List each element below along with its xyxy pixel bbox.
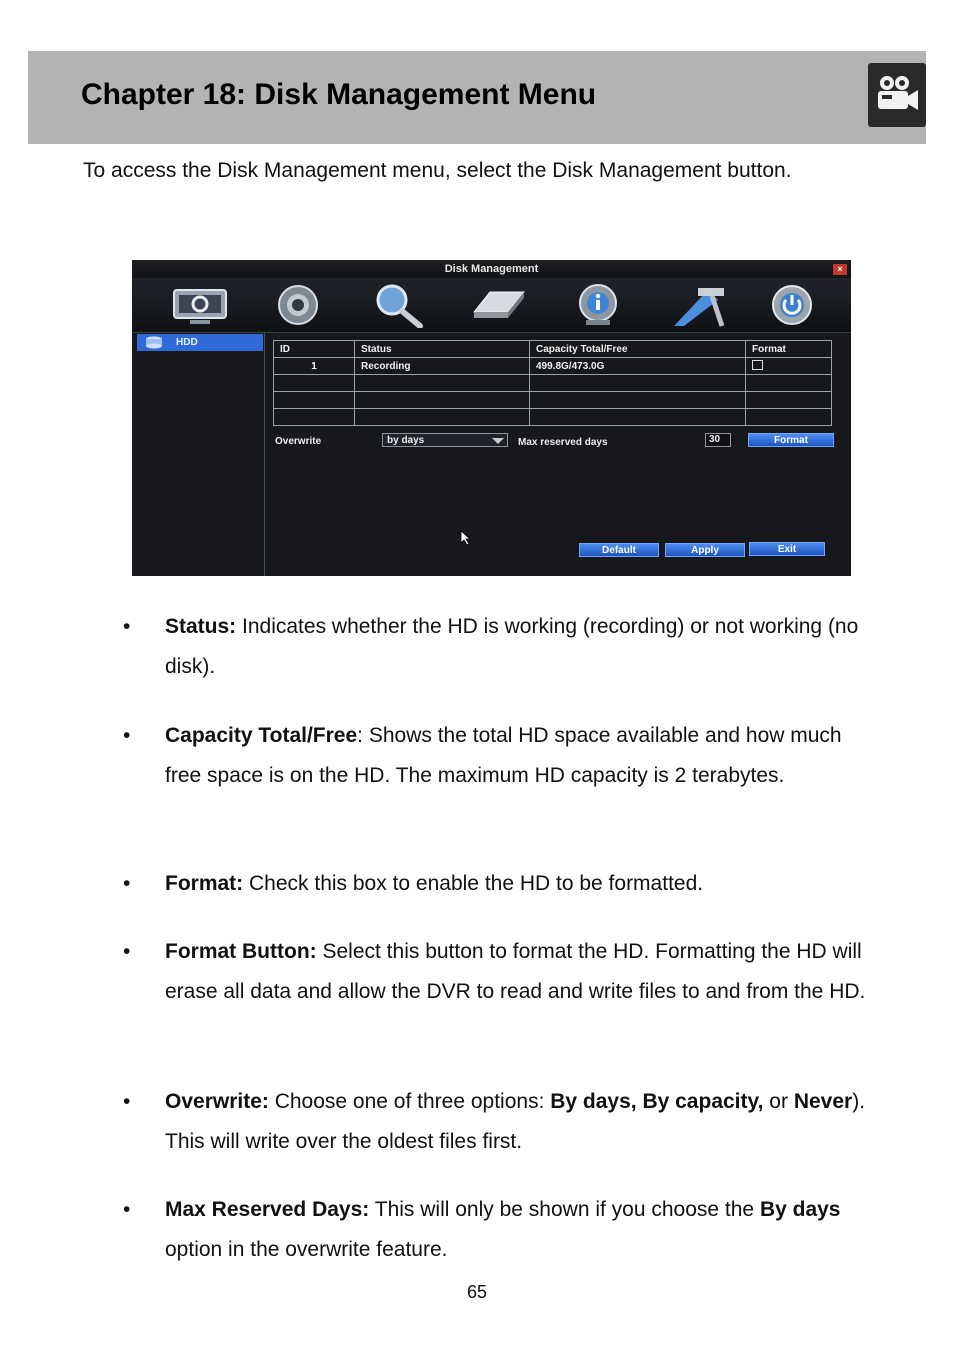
intro-paragraph: To access the Disk Management menu, select the Disk Management button. xyxy=(83,159,792,182)
table-cell xyxy=(274,375,355,392)
table-cell xyxy=(746,375,832,392)
bullet-desc: Check this box to enable the HD to be formatted. xyxy=(243,872,704,895)
page-number: 65 xyxy=(466,1282,488,1302)
bullet-term: Format Button: xyxy=(165,940,317,963)
table-row[interactable] xyxy=(274,358,832,375)
table-cell xyxy=(274,409,355,426)
bullet-dot: • xyxy=(123,940,131,963)
column-header-id: ID xyxy=(274,341,355,358)
table-cell xyxy=(355,409,530,426)
bullet-dot: • xyxy=(123,724,131,747)
bullet-options: By days, By capacity, xyxy=(550,1090,764,1113)
exit-button[interactable]: Exit xyxy=(749,542,825,556)
bullet-desc: option in the overwrite feature. xyxy=(165,1237,448,1261)
monitor-settings-icon[interactable] xyxy=(170,282,230,328)
table-cell xyxy=(530,375,746,392)
bullet-desc: Choose one of three options: xyxy=(268,1090,551,1113)
table-row xyxy=(274,392,832,409)
bullet-desc: This will only be shown if you choose the xyxy=(369,1198,760,1221)
table-row xyxy=(274,409,832,426)
bullet-option-never: Never xyxy=(793,1090,853,1113)
bullet-text xyxy=(165,864,875,904)
max-days-input[interactable]: 30 xyxy=(705,433,731,447)
bullet-text xyxy=(165,1190,875,1269)
bullet-dot: • xyxy=(123,1198,131,1221)
table-cell xyxy=(746,409,832,426)
format-checkbox[interactable] xyxy=(752,360,763,370)
bullet-dot: • xyxy=(123,872,131,895)
screenshot-window-title: Disk Management xyxy=(132,260,851,278)
screenshot-sidebar xyxy=(136,333,265,576)
sidebar-item-hdd[interactable] xyxy=(137,334,263,351)
table-cell xyxy=(355,392,530,409)
table-cell-capacity: 499.8G/473.0G xyxy=(530,358,746,375)
hard-drive-icon[interactable] xyxy=(468,282,528,328)
screenshot-toolbar xyxy=(132,278,851,333)
table-cell xyxy=(746,392,832,409)
format-button[interactable]: Format xyxy=(748,433,834,447)
bullet-dot: • xyxy=(123,615,131,638)
table-cell xyxy=(530,392,746,409)
sidebar-item-label: HDD xyxy=(176,337,198,348)
bullet-term: Capacity Total/Free xyxy=(165,724,358,747)
apply-button[interactable]: Apply xyxy=(665,543,745,557)
power-icon[interactable] xyxy=(762,282,822,328)
default-button[interactable]: Default xyxy=(579,543,659,557)
table-header-row xyxy=(274,341,832,358)
bullet-desc: ). This will write over the oldest files first. xyxy=(165,1090,866,1153)
tools-icon[interactable] xyxy=(668,282,728,328)
bullet-option-by-days: By days xyxy=(759,1198,841,1221)
disk-table xyxy=(273,340,832,426)
bullet-term: Overwrite: xyxy=(165,1090,269,1113)
table-cell-status: Recording xyxy=(355,358,530,375)
overwrite-label: Overwrite xyxy=(275,436,322,447)
disk-management-screenshot xyxy=(132,260,851,576)
max-days-label: Max reserved days xyxy=(518,437,608,448)
gear-icon[interactable] xyxy=(268,282,328,328)
info-icon[interactable] xyxy=(568,282,628,328)
table-cell-format xyxy=(746,358,832,375)
bullet-dot: • xyxy=(123,1090,131,1113)
bullet-term: Format: xyxy=(165,872,244,895)
chapter-banner xyxy=(28,51,926,144)
bullet-term: Max Reserved Days: xyxy=(165,1198,370,1221)
table-cell xyxy=(355,375,530,392)
video-camera-icon xyxy=(868,63,926,127)
bullet-text xyxy=(165,607,875,686)
overwrite-select[interactable] xyxy=(382,433,508,447)
mouse-cursor-icon xyxy=(460,530,472,546)
bullet-text xyxy=(165,1082,875,1161)
table-cell xyxy=(530,409,746,426)
column-header-format: Format xyxy=(746,341,832,358)
bullet-desc: Select this button to format the HD. Formatting the HD will erase all data and allow the DVR to read and write files to and from the HD. xyxy=(165,940,866,1003)
overwrite-selected-value: by days xyxy=(387,435,425,446)
bullet-text xyxy=(165,716,875,795)
bullet-text xyxy=(165,932,875,1011)
bullet-term: Status: xyxy=(165,615,237,638)
chapter-title: Chapter 18: Disk Management Menu xyxy=(81,78,597,111)
database-icon xyxy=(145,336,163,349)
column-header-capacity: Capacity Total/Free xyxy=(530,341,746,358)
table-row xyxy=(274,375,832,392)
bullet-desc: : Shows the total HD space available and how much free space is on the HD. The maximum HD capacity is 2 terabytes. xyxy=(165,724,842,787)
column-header-status: Status xyxy=(355,341,530,358)
bullet-desc: Indicates whether the HD is working (recording) or not working (no disk). xyxy=(165,615,859,678)
search-magnifier-icon[interactable] xyxy=(368,282,428,328)
table-cell xyxy=(274,392,355,409)
chevron-down-icon xyxy=(492,438,504,444)
bullet-desc: or xyxy=(763,1090,794,1113)
close-icon[interactable]: × xyxy=(833,264,847,275)
table-cell-id: 1 xyxy=(274,358,355,375)
